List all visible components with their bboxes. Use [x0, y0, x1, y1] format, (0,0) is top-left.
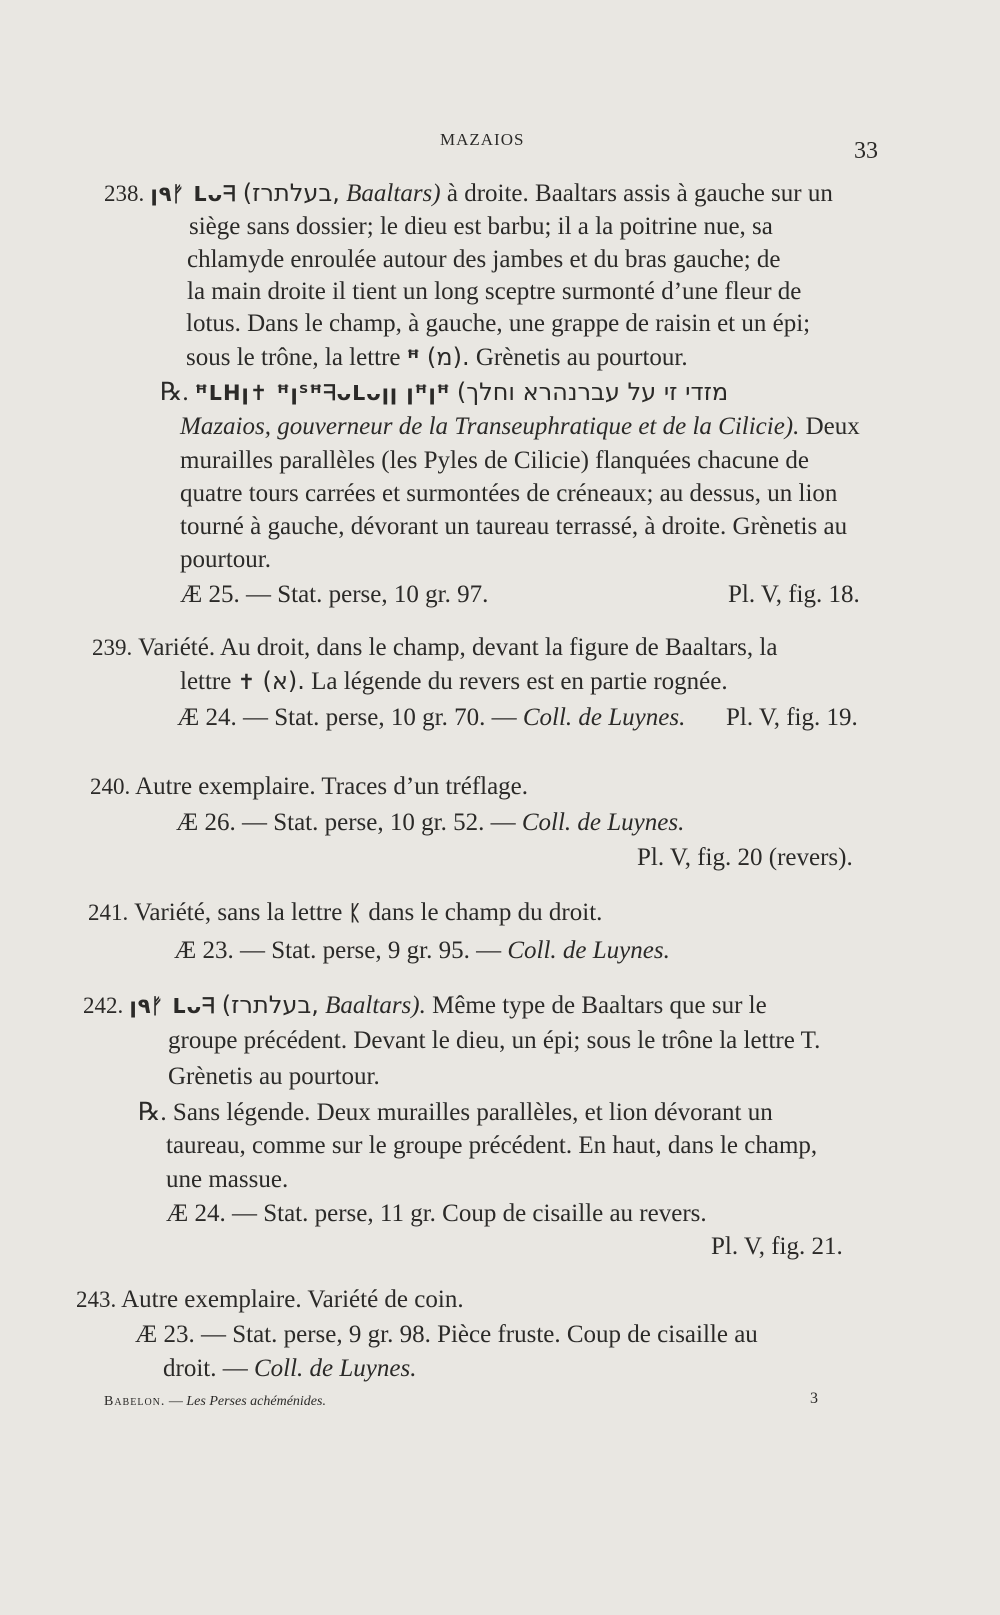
- footer-author: Babelon.: [104, 1394, 166, 1409]
- phoenician-legend: ꞁ٩ᚠ ᒪᴗᖷ: [129, 994, 216, 1018]
- entry-238-line-6: sous le trône, la lettre ꟸ (מ). Grènetis au pourtour.: [186, 343, 688, 371]
- entry-241-weight: Æ 23. — Stat. perse, 9 gr. 95. — Coll. de Luynes.: [174, 937, 670, 964]
- footer-title: Les Perses achéménides.: [186, 1394, 326, 1409]
- entry-238-line-5: lotus. Dans le champ, à gauche, une grappe de raisin et un épi;: [186, 310, 811, 337]
- phoenician-letter: ꟸ: [406, 346, 421, 370]
- phoenician-legend: ꟸᒪHꞁ✝ ꟸꞁᔆꟸᖷᴗᒪᴗꞁꞁ ꞁꟸꞁꟸ: [194, 381, 451, 405]
- entry-242-line-1: 242. ꞁ٩ᚠ ᒪᴗᖷ (בעלתרז, Baaltars). Même type de Baaltars que sur le: [83, 991, 767, 1019]
- entry-number: 238.: [104, 181, 145, 206]
- entry-242-plate: Pl. V, fig. 21.: [711, 1233, 843, 1260]
- running-title: MAZAIOS: [440, 130, 525, 149]
- entry-241-line-1: 241. Variété, sans la lettre ᛕ dans le champ du droit.: [88, 899, 603, 926]
- entry-243-weight: Æ 23. — Stat. perse, 9 gr. 98. Pièce fruste. Coup de cisaille au: [135, 1321, 758, 1348]
- entry-242-reverse-line-3: une massue.: [166, 1166, 289, 1193]
- entry-239-weight: Æ 24. — Stat. perse, 10 gr. 70. — Coll. de Luynes.: [177, 704, 686, 731]
- hebrew-transcription: (מזדי זי על עברנהרא וחלך: [456, 378, 729, 406]
- phoenician-letter: ✝: [237, 670, 257, 694]
- metal-symbol: Æ: [180, 581, 203, 608]
- entry-239-plate: Pl. V, fig. 19.: [726, 704, 858, 731]
- entry-242-line-2: groupe précédent. Devant le dieu, un épi; sous le trône la lettre T.: [168, 1027, 821, 1054]
- phoenician-legend: ꞁ٩ᚠ ᒪᴗᖷ: [150, 182, 237, 206]
- entry-number: 240.: [90, 774, 131, 799]
- entry-243-line-1: 243. Autre exemplaire. Variété de coin.: [76, 1286, 464, 1313]
- reverse-mark: ℞.: [138, 1099, 167, 1126]
- metal-symbol: Æ: [166, 1200, 189, 1227]
- signature-mark: 3: [810, 1390, 818, 1407]
- entry-238-reverse-line-4: quatre tours carrées et surmontées de créneaux; au dessus, un lion: [180, 480, 838, 507]
- entry-238-reverse-line-5: tourné à gauche, dévorant un taureau terrassé, à droite. Grènetis au: [180, 513, 848, 540]
- collection: Coll. de Luynes.: [507, 937, 670, 964]
- entry-239-line-1: 239. Variété. Au droit, dans le champ, devant la figure de Baaltars, la: [92, 634, 778, 661]
- entry-242-reverse-line-2: taureau, comme sur le groupe précédent. En haut, dans le champ,: [166, 1132, 818, 1159]
- reverse-mark: ℞.: [160, 379, 189, 406]
- entry-240-line-1: 240. Autre exemplaire. Traces d’un tréflage.: [90, 773, 529, 800]
- entry-242-line-3: Grènetis au pourtour.: [168, 1063, 380, 1090]
- entry-number: 243.: [76, 1287, 117, 1312]
- hebrew-transcription: (בעלתרז,: [221, 991, 319, 1019]
- collection: Coll. de Luynes.: [253, 1355, 417, 1382]
- entry-number: 239.: [92, 635, 133, 660]
- entry-238-line-4: la main droite il tient un long sceptre surmonté d’une fleur de: [187, 278, 802, 305]
- hebrew-transcription: (בעלתרז,: [242, 179, 340, 207]
- entry-238-line-3: chlamyde enroulée autour des jambes et du bras gauche; de: [187, 246, 781, 273]
- entry-238-reverse-line-6: pourtour.: [180, 546, 271, 573]
- entry-243-line-3: droit. — Coll. de Luynes.: [163, 1355, 417, 1382]
- entry-number: 241.: [88, 900, 129, 925]
- deity-name: Baaltars): [346, 180, 441, 207]
- entry-238-line-1: 238. ꞁ٩ᚠ ᒪᴗᖷ (בעלתרז, Baaltars) à droite. Baaltars assis à gauche sur un: [104, 179, 833, 207]
- entry-238-line-2: siège sans dossier; le dieu est barbu; il a la poitrine nue, sa: [189, 213, 773, 240]
- entry-239-line-2: lettre ✝ (א). La légende du revers est en partie rognée.: [180, 667, 728, 695]
- metal-symbol: Æ: [176, 809, 199, 836]
- entry-238-weight: Æ 25. — Stat. perse, 10 gr. 97.: [180, 581, 489, 608]
- page-number: 33: [854, 138, 878, 164]
- entry-240-plate: Pl. V, fig. 20 (revers).: [637, 844, 853, 871]
- metal-symbol: Æ: [135, 1321, 158, 1348]
- entry-238-plate: Pl. V, fig. 18.: [728, 581, 860, 608]
- entry-238-reverse-line-3: murailles parallèles (les Pyles de Cilicie) flanquées chacune de: [180, 447, 809, 474]
- metal-symbol: Æ: [174, 937, 197, 964]
- deity-name: Baaltars).: [325, 992, 426, 1019]
- entry-238-reverse-line-1: [160, 377, 728, 408]
- entry-240-weight: Æ 26. — Stat. perse, 10 gr. 52. — Coll. de Luynes.: [176, 809, 685, 836]
- metal-symbol: Æ: [177, 704, 200, 731]
- entry-242-reverse-line-1: ℞. Sans légende. Deux murailles parallèles, et lion dévorant un: [138, 1099, 773, 1126]
- entry-number: 242.: [83, 993, 124, 1018]
- collection: Coll. de Luynes.: [522, 704, 686, 731]
- entry-242-weight: Æ 24. — Stat. perse, 11 gr. Coup de cisaille au revers.: [166, 1200, 707, 1227]
- entry-238-reverse-line-2: Mazaios, gouverneur de la Transeuphratique et de la Cilicie). Deux: [180, 413, 860, 440]
- collection: Coll. de Luynes.: [521, 809, 685, 836]
- phoenician-letter: ᛕ: [348, 901, 363, 925]
- footer-citation: Babelon. — Les Perses achéménides.: [104, 1394, 326, 1409]
